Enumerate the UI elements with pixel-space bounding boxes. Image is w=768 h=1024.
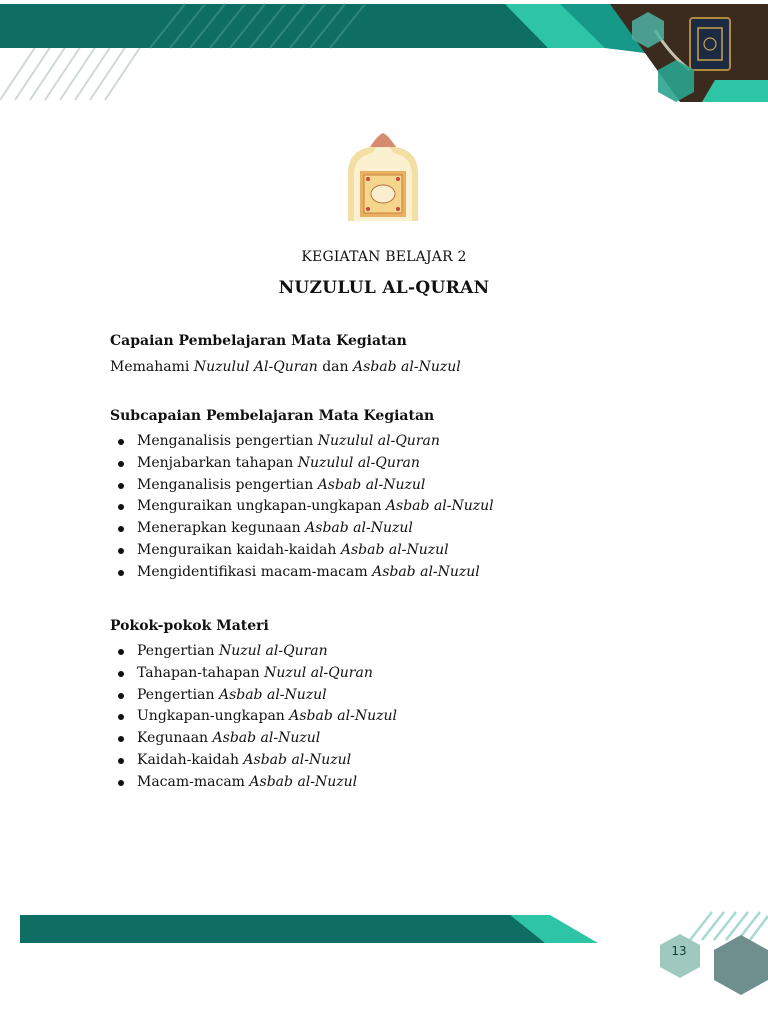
capaian-term-2: Asbab al-Nuzul xyxy=(353,359,461,375)
activity-label: KEGIATAN BELAJAR 2 xyxy=(301,249,467,265)
hexagon-icon xyxy=(714,935,768,995)
capaian-text-mid: dan xyxy=(317,359,353,375)
list-item: Pengertian Nuzul al-Quran xyxy=(110,641,397,663)
list-item: Menguraikan ungkapan-ungkapan Asbab al-Nuzul xyxy=(110,496,494,518)
footer-decoration xyxy=(0,905,768,1024)
capaian-text xyxy=(110,359,461,375)
list-item: Menganalisis pengertian Nuzulul al-Quran xyxy=(110,431,494,453)
header-decoration xyxy=(0,0,768,110)
list-item: Tahapan-tahapan Nuzul al-Quran xyxy=(110,663,397,685)
list-item: Menganalisis pengertian Asbab al-Nuzul xyxy=(110,475,494,497)
capaian-heading: Capaian Pembelajaran Mata Kegiatan xyxy=(110,333,407,349)
page-title: NUZULUL AL-QURAN xyxy=(278,278,490,298)
list-item: Ungkapan-ungkapan Asbab al-Nuzul xyxy=(110,706,397,728)
diagonal-stripes xyxy=(0,40,145,100)
quran-book-icon xyxy=(690,18,730,70)
list-item: Menerapkan kegunaan Asbab al-Nuzul xyxy=(110,518,494,540)
pokok-list xyxy=(110,641,397,794)
list-item: Kegunaan Asbab al-Nuzul xyxy=(110,728,397,750)
capaian-term-1: Nuzulul Al-Quran xyxy=(193,359,318,375)
list-item: Pengertian Asbab al-Nuzul xyxy=(110,685,397,707)
subcapaian-list xyxy=(110,431,494,584)
list-item: Macam-macam Asbab al-Nuzul xyxy=(110,772,397,794)
page-number: 13 xyxy=(671,944,687,958)
pokok-heading: Pokok-pokok Materi xyxy=(110,618,269,634)
mihrab-ornament-icon xyxy=(340,133,426,221)
capaian-text-prefix: Memahami xyxy=(110,359,194,375)
list-item: Menguraikan kaidah-kaidah Asbab al-Nuzul xyxy=(110,540,494,562)
list-item: Kaidah-kaidah Asbab al-Nuzul xyxy=(110,750,397,772)
subcapaian-heading: Subcapaian Pembelajaran Mata Kegiatan xyxy=(110,408,435,424)
list-item: Menjabarkan tahapan Nuzulul al-Quran xyxy=(110,453,494,475)
list-item: Mengidentifikasi macam-macam Asbab al-Nuzul xyxy=(110,562,494,584)
footer-teal-bar xyxy=(20,915,545,943)
